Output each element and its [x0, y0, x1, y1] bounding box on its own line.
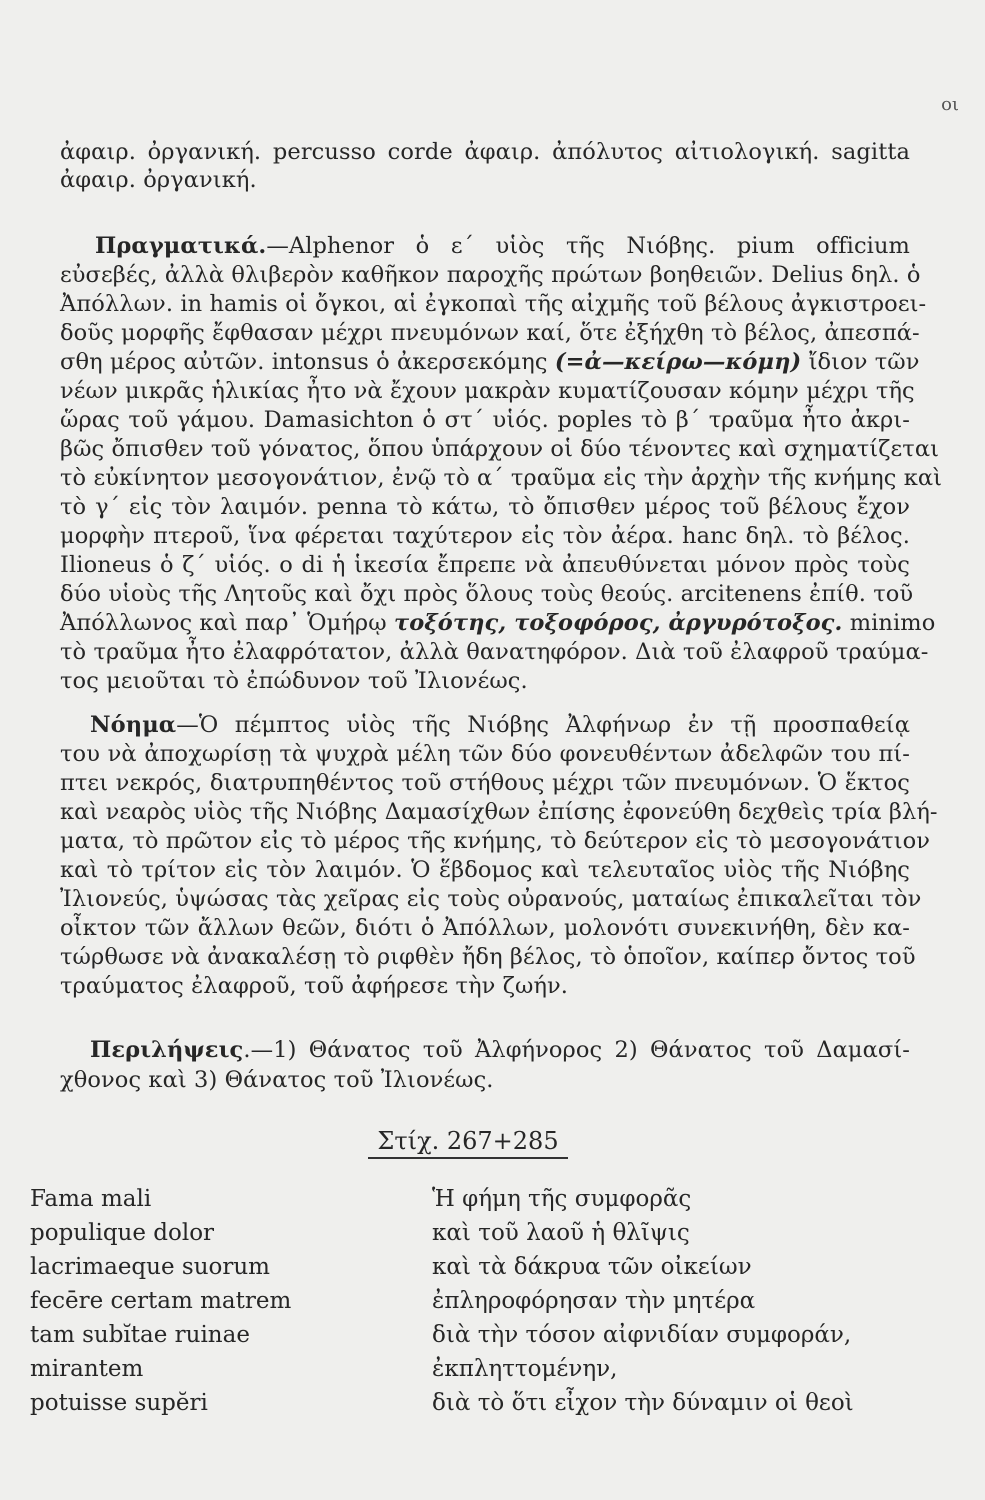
text-line: χθονος καὶ 3) Θάνατος τοῦ Ἰλιονέως. — [60, 1067, 494, 1093]
verse-latin: populique dolor — [30, 1220, 215, 1246]
text-line: βῶς ὄπισθεν τοῦ γόνατος, ὅπου ὑπάρχουν οἱ δύο τένοντες καὶ σχηματίζεται — [60, 436, 940, 462]
text-line — [90, 1036, 910, 1064]
verse-greek: Ἡ φήμη τῆς συμφορᾶς — [432, 1186, 692, 1212]
verse-greek: διὰ τὸ ὅτι εἶχον τὴν δύναμιν οἱ θεοὶ — [432, 1390, 854, 1416]
text-line: τώρθωσε νὰ ἀνακαλέσῃ τὸ ριφθὲν ἤδη βέλος, τὸ ὁποῖον, καίπερ ὄντος τοῦ — [60, 944, 916, 970]
text-line: τὸ τραῦμα ἦτο ἐλαφρότατον, ἀλλὰ θανατηφόρον. Διὰ τοῦ ἐλαφροῦ τραύμα- — [60, 639, 929, 665]
verse-latin: fecēre certam matrem — [30, 1288, 292, 1314]
text-line: ἀφαιρ. ὀργανική. percusso corde ἀφαιρ. ἀπόλυτος αἰτιολογική. sagitta — [60, 139, 910, 165]
verse-latin: potuisse supĕri — [30, 1390, 208, 1416]
text-line — [90, 711, 910, 739]
perilipseis-heading: Περιλήψεις — [90, 1037, 244, 1063]
text-line: τὸ γ΄ εἰς τὸν λαιμόν. penna τὸ κάτω, τὸ ὄπισθεν μέρος τοῦ βέλους ἔχον — [60, 494, 910, 520]
verses-heading: Στίχ. 267+285 — [368, 1125, 568, 1159]
text-line: τὸ εὐκίνητον μεσογονάτιον, ἐνῷ τὸ α΄ τραῦμα εἰς τὴν ἀρχὴν τῆς κνήμης καὶ — [60, 465, 943, 491]
text-line: μορφὴν πτεροῦ, ἵνα φέρεται ταχύτερον εἰς τὸν ἀέρα. hanc δηλ. τὸ βέλος. — [60, 523, 910, 549]
verse-greek: ἐπληροφόρησαν τὴν μητέρα — [432, 1288, 756, 1314]
text-line — [95, 232, 910, 260]
text-line: καὶ τὸ τρίτον εἰς τὸν λαιμόν. Ὁ ἕβδομος καὶ τελευταῖος υἱὸς τῆς Νιόβης — [60, 857, 910, 883]
etymology: (=ἀ—κείρω—κόμη) — [554, 349, 802, 375]
text-line: ματα, τὸ πρῶτον εἰς τὸ μέρος τῆς κνήμης, τὸ δεύτερον εἰς τὸ μεσογονάτιον — [60, 828, 931, 854]
text-line — [60, 348, 920, 376]
text-line-part: minimo — [849, 610, 936, 636]
text-line-part: ἴδιον τῶν — [808, 349, 920, 375]
text-line-part: .—1) Θάνατος τοῦ Ἀλφήνορος 2) Θάνατος τοῦ Δαμασί- — [243, 1037, 910, 1063]
text-line: ὥρας τοῦ γάμου. Damasichton ὁ στ΄ υἱός. poples τὸ β΄ τραῦμα ἦτο ἀκρι- — [60, 407, 910, 433]
verse-greek: ἐκπληττομένην, — [432, 1356, 618, 1382]
text-line-part: —Alphenor ὁ ε΄ υἱὸς τῆς Νιόβης. pium officium — [266, 233, 910, 259]
verse-latin: Fama mali — [30, 1186, 152, 1212]
pragmatika-heading: Πραγματικά. — [95, 233, 267, 259]
verse-latin: mirantem — [30, 1356, 144, 1382]
text-line: καὶ νεαρὸς υἱὸς τῆς Νιόβης Δαμασίχθων ἐπίσης ἐφονεύθη δεχθεὶς τρία βλή- — [60, 799, 938, 825]
epithets: τοξότης, τοξοφόρος, ἀργυρότοξος. — [393, 610, 843, 636]
verse-latin: tam subĭtae ruinae — [30, 1322, 250, 1348]
text-line: Ἰλιονεύς, ὑψώσας τὰς χεῖρας εἰς τοὺς οὐρανούς, ματαίως ἐπικαλεῖται τὸν — [60, 886, 922, 912]
text-line: τραύματος ἐλαφροῦ, τοῦ ἀφήρεσε τὴν ζωήν. — [60, 973, 569, 999]
text-line-part: σθη μέρος αὐτῶν. intonsus ὁ ἀκερσεκόμης — [60, 349, 548, 375]
text-line: τος μειοῦται τὸ ἐπώδυνον τοῦ Ἰλιονέως. — [60, 668, 528, 694]
text-line-part: Ἀπόλλωνος καὶ παρ᾽ Ὁμήρῳ — [60, 610, 387, 636]
noima-heading: Νόημα — [90, 712, 177, 738]
text-line: Ilioneus ὁ ζ΄ υἱός. o di ἡ ἱκεσία ἔπρεπε νὰ ἀπευθύνεται μόνον πρὸς τοὺς — [60, 552, 910, 578]
verse-greek: διὰ τὴν τόσον αἰφνιδίαν συμφοράν, — [432, 1322, 852, 1348]
text-line: δύο υἱοὺς τῆς Λητοῦς καὶ ὄχι πρὸς ὅλους τοὺς θεούς. arcitenens ἐπίθ. τοῦ — [60, 581, 914, 607]
text-line: νέων μικρᾶς ἡλικίας ἦτο νὰ ἔχουν μακρὰν κυματίζουσαν κόμην μέχρι τῆς — [60, 378, 915, 404]
text-line: ἀφαιρ. ὀργανική. — [60, 167, 257, 193]
text-line: δοῦς μορφῆς ἔφθασαν μέχρι πνευμόνων καί, ὅτε ἐξήχθη τὸ βέλος, ἀπεσπά- — [60, 320, 920, 346]
verse-greek: καὶ τὰ δάκρυα τῶν οἰκείων — [432, 1254, 752, 1280]
text-line: του νὰ ἀποχωρίσῃ τὰ ψυχρὰ μέλη τῶν δύο φονευθέντων ἀδελφῶν του πί- — [60, 741, 910, 767]
text-line: Ἀπόλλων. in hamis οἱ ὄγκοι, αἱ ἐγκοπαὶ τῆς αἰχμῆς τοῦ βέλους ἀγκιστροει- — [60, 291, 927, 317]
text-line: οἶκτον τῶν ἄλλων θεῶν, διότι ὁ Ἀπόλλων, μολονότι συνεκινήθη, δὲν κα- — [60, 915, 910, 941]
verse-latin: lacrimaeque suorum — [30, 1254, 270, 1280]
text-line — [60, 609, 936, 637]
text-line: εὐσεβές, ἀλλὰ θλιβερὸν καθῆκον παροχῆς πρώτων βοηθειῶν. Delius δηλ. ὁ — [60, 262, 921, 288]
verse-greek: καὶ τοῦ λαοῦ ἡ θλῖψις — [432, 1220, 690, 1246]
page-number: οι — [941, 94, 959, 115]
text-line: πτει νεκρός, διατρυπηθέντος τοῦ στήθους μέχρι τῶν πνευμόνων. Ὁ ἕκτος — [60, 770, 910, 796]
text-line-part: —Ὁ πέμπτος υἱὸς τῆς Νιόβης Ἀλφήνωρ ἐν τῇ προσπαθείᾳ — [176, 712, 910, 738]
